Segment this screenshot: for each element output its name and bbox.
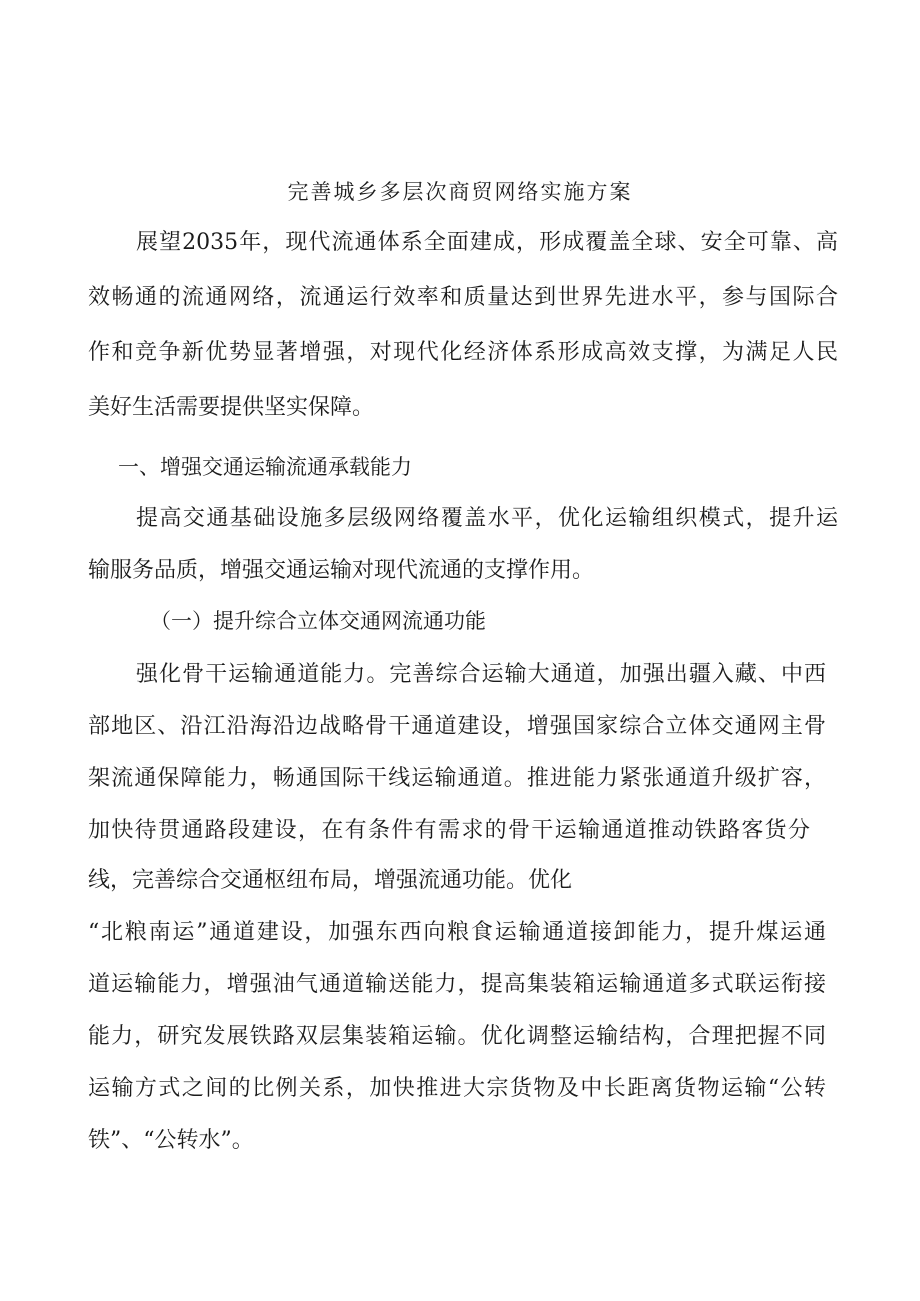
- subsection-heading: （一）提升综合立体交通网流通功能: [150, 609, 486, 633]
- paragraph-line: 道运输能力，增强油气通道输送能力，提高集装箱运输通道多式联运衔接: [88, 972, 826, 997]
- paragraph-line: 运输方式之间的比例关系，加快推进大宗货物及中长距离货物运输“公转: [88, 1076, 826, 1101]
- paragraph-line: 铁”、“公转水”。: [88, 1128, 254, 1153]
- paragraph-line: “北粮南运”通道建设，加强东西向粮食运输通道接卸能力，提升煤运通: [88, 920, 826, 945]
- paragraph-line: 架流通保障能力，畅通国际干线运输通道。推进能力紧张通道升级扩容，: [88, 766, 826, 791]
- paragraph-line: 线，完善综合交通枢纽布局，增强流通功能。优化: [88, 868, 573, 893]
- paragraph-line: 强化骨干运输通道能力。完善综合运输大通道，加强出疆入藏、中西: [136, 662, 826, 687]
- paragraph-line: 展望2035年，现代流通体系全面建成，形成覆盖全球、安全可靠、高: [136, 230, 838, 255]
- paragraph-line: 美好生活需要提供坚实保障。: [88, 395, 375, 420]
- paragraph-line: 部地区、沿江沿海沿边战略骨干通道建设，增强国家综合立体交通网主骨: [88, 714, 826, 739]
- paragraph-line: 提高交通基础设施多层级网络覆盖水平，优化运输组织模式，提升运: [136, 506, 838, 531]
- paragraph-line: 加快待贯通路段建设，在有条件有需求的骨干运输通道推动铁路客货分: [88, 818, 810, 843]
- paragraph-line: 能力，研究发展铁路双层集装箱运输。优化调整运输结构，合理把握不同: [88, 1024, 826, 1049]
- paragraph-line: 输服务品质，增强交通运输对现代流通的支撑作用。: [88, 558, 595, 583]
- page-title: 完善城乡多层次商贸网络实施方案: [287, 180, 633, 204]
- paragraph-line: 作和竞争新优势显著增强，对现代化经济体系形成高效支撑，为满足人民: [88, 340, 838, 365]
- section-heading: 一、增强交通运输流通承载能力: [118, 455, 412, 479]
- paragraph-line: 效畅通的流通网络，流通运行效率和质量达到世界先进水平，参与国际合: [88, 285, 838, 310]
